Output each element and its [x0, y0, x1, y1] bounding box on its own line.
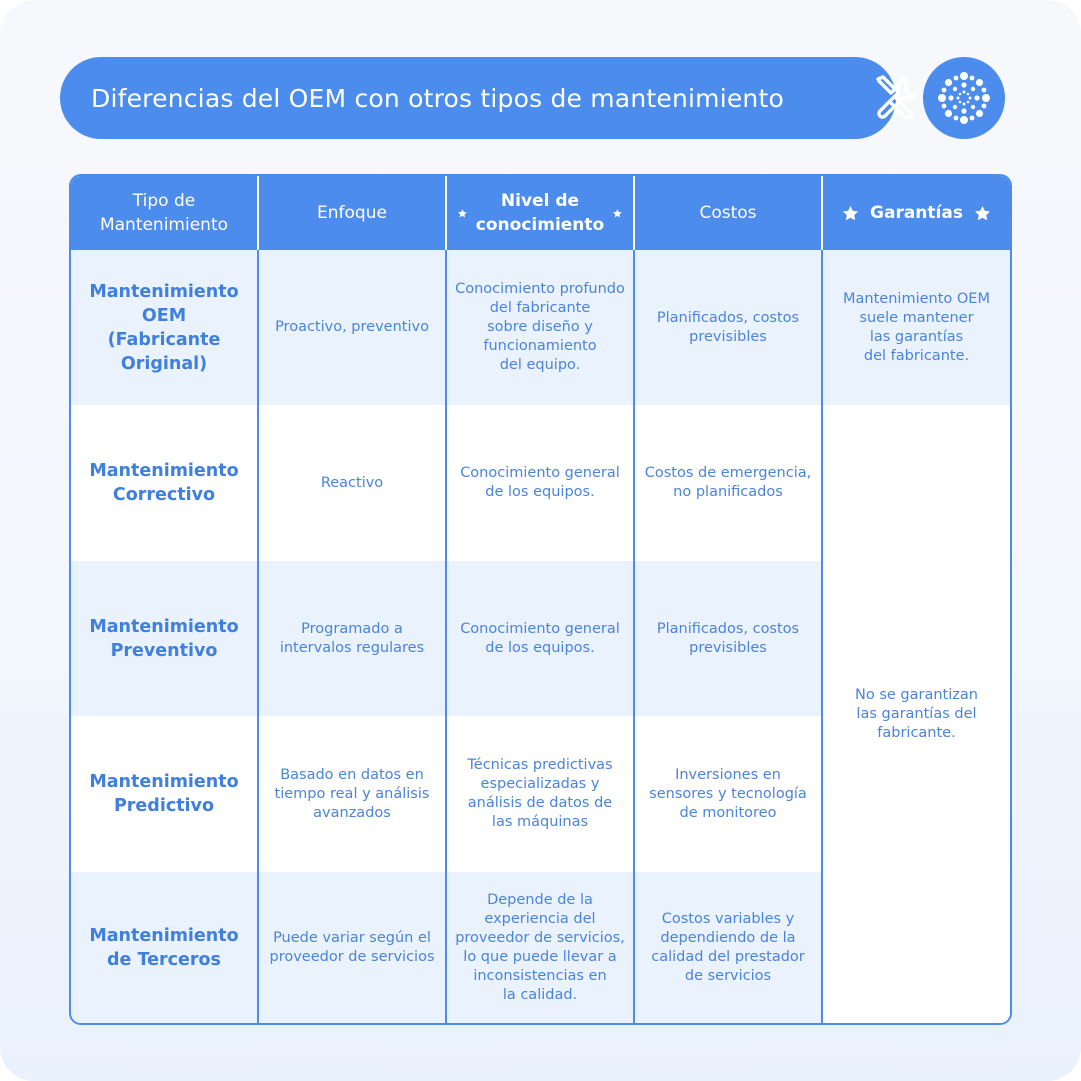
table-cell: Proactivo, preventivo: [259, 250, 447, 405]
star-icon: [841, 204, 860, 223]
column-header-label: Garantías: [870, 203, 963, 223]
table-cell: Planificados, costos previsibles: [635, 561, 823, 716]
brand-logo: [923, 57, 1005, 139]
table-cell: Mantenimiento OEM suele mantener las garantías del fabricante.: [823, 250, 1010, 405]
column-header-enfoque: [259, 176, 447, 250]
column-header-label: Nivel de conocimiento: [475, 191, 605, 235]
table-cell: Conocimiento general de los equipos.: [447, 561, 635, 716]
table-cell: Programado a intervalos regulares: [259, 561, 447, 716]
column-header-garantias: [823, 176, 1010, 250]
page-title: Diferencias del OEM con otros tipos de mantenimiento: [91, 83, 784, 113]
row-type-correctivo: Mantenimiento Correctivo: [71, 405, 259, 561]
column-header-label: Costos: [699, 203, 757, 223]
table-cell: Puede variar según el proveedor de servicios: [259, 872, 447, 1023]
star-icon: [973, 204, 992, 223]
table-cell: Costos variables y dependiendo de la calidad del prestador de servicios: [635, 872, 823, 1023]
comparison-table: [69, 174, 1012, 1025]
table-cell: Depende de la experiencia del proveedor de servicios, lo que puede llevar a inconsistencias en la calidad.: [447, 872, 635, 1023]
row-type-predictivo: Mantenimiento Predictivo: [71, 716, 259, 872]
table-cell: Conocimiento profundo del fabricante sobre diseño y funcionamiento del equipo.: [447, 250, 635, 405]
row-type-preventivo: Mantenimiento Preventivo: [71, 561, 259, 716]
column-header-tipo: [71, 176, 259, 250]
row-type-oem: Mantenimiento OEM (Fabricante Original): [71, 250, 259, 405]
table-cell: Basado en datos en tiempo real y análisis avanzados: [259, 716, 447, 872]
title-banner: [60, 57, 896, 139]
table-cell: Inversiones en sensores y tecnología de monitoreo: [635, 716, 823, 872]
star-icon: [457, 204, 468, 223]
table-cell-merged: No se garantizan las garantías del fabricante.: [823, 405, 1010, 1023]
dots-logo-icon: [935, 69, 993, 127]
column-header-costos: [635, 176, 823, 250]
row-type-terceros: Mantenimiento de Terceros: [71, 872, 259, 1023]
table-cell: Conocimiento general de los equipos.: [447, 405, 635, 561]
table-cell: Planificados, costos previsibles: [635, 250, 823, 405]
column-header-label: Tipo de Mantenimiento: [99, 191, 229, 235]
column-header-label: Enfoque: [317, 203, 387, 223]
table-cell: Reactivo: [259, 405, 447, 561]
table-cell: Costos de emergencia, no planificados: [635, 405, 823, 561]
tools-icon: [872, 72, 924, 124]
star-icon: [612, 204, 623, 223]
table-cell: Técnicas predictivas especializadas y análisis de datos de las máquinas: [447, 716, 635, 872]
column-header-conocimiento: [447, 176, 635, 250]
